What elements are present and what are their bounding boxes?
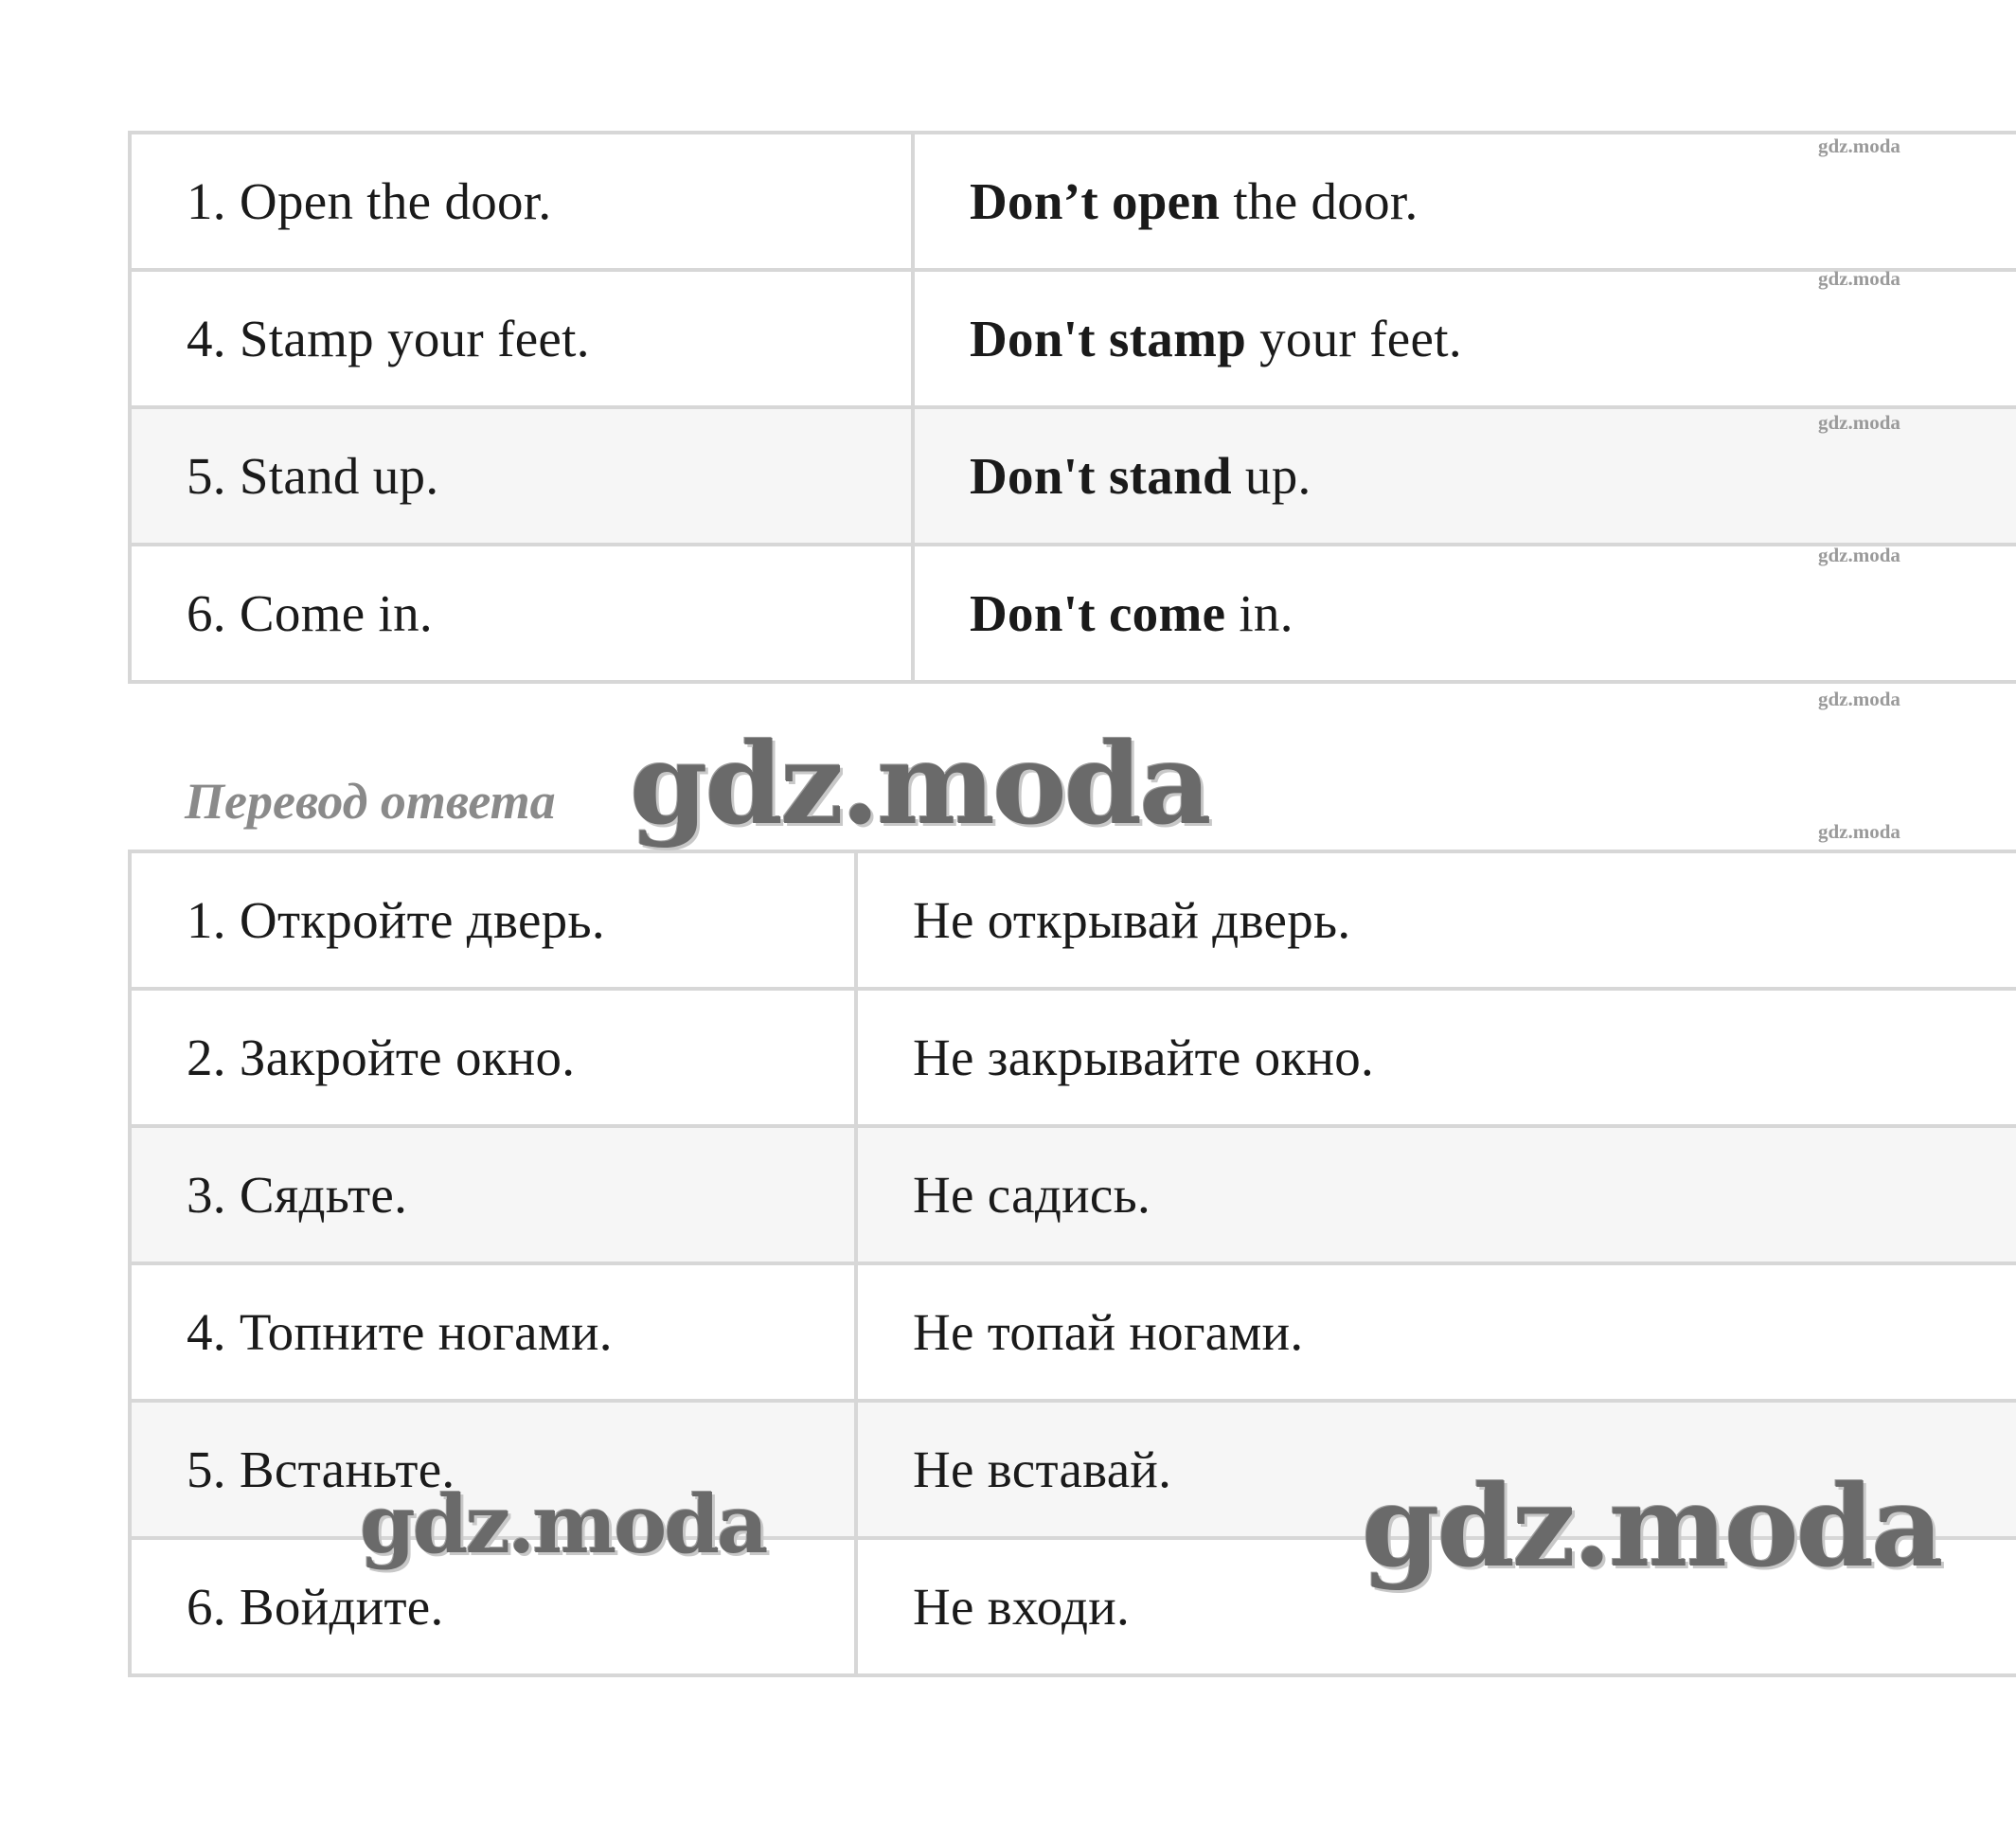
watermark-small: gdz.moda	[1818, 544, 1900, 566]
table-row	[132, 409, 2016, 546]
row-number: 5.	[187, 1440, 226, 1498]
command-text: Войдите.	[239, 1578, 444, 1636]
table-row	[132, 134, 2016, 272]
table-cell	[858, 853, 2016, 987]
negative-rest: up.	[1231, 447, 1311, 505]
table-cell	[132, 991, 858, 1124]
command-text: Сядьте.	[239, 1166, 408, 1224]
table-row	[132, 991, 2016, 1128]
negative-text: Не входи.	[913, 1578, 1131, 1636]
table-row	[132, 1265, 2016, 1403]
negative-text: Не вставай.	[913, 1440, 1172, 1498]
table-english	[128, 131, 2016, 684]
table-cell	[858, 991, 2016, 1124]
command-text: Come in.	[239, 584, 433, 642]
negative-rest: the door.	[1220, 172, 1418, 230]
row-number: 2.	[187, 1029, 226, 1086]
table-cell	[132, 1265, 858, 1399]
negative-text: Не топай ногами.	[913, 1303, 1304, 1361]
row-number: 3.	[187, 1166, 226, 1224]
table-cell	[132, 409, 915, 543]
table-row	[132, 272, 2016, 409]
command-text: Топните ногами.	[239, 1303, 613, 1361]
watermark-small: gdz.moda	[1818, 267, 1900, 290]
table-cell	[132, 546, 915, 680]
negative-bold: Don't stamp	[970, 310, 1247, 367]
command-text: Open the door.	[239, 172, 552, 230]
command-text: Stamp your feet.	[239, 310, 590, 367]
table-row	[132, 853, 2016, 991]
negative-bold: Don't come	[970, 584, 1226, 642]
table-cell	[132, 272, 915, 405]
watermark-large: gdz.moda	[630, 718, 1209, 850]
command-text: Закройте окно.	[239, 1029, 576, 1086]
watermark-small: gdz.moda	[1818, 411, 1900, 434]
row-number: 4.	[187, 310, 226, 367]
section-heading: Перевод ответа	[185, 773, 556, 830]
negative-text: Не закрывайте окно.	[913, 1029, 1375, 1086]
row-number: 1.	[187, 172, 226, 230]
table-cell	[132, 1128, 858, 1261]
table-cell	[858, 1128, 2016, 1261]
negative-rest: in.	[1225, 584, 1293, 642]
watermark-large: gdz.moda	[1362, 1460, 1941, 1592]
table-row	[132, 1128, 2016, 1265]
row-number: 6.	[187, 584, 226, 642]
table-cell	[915, 272, 2016, 405]
watermark-small: gdz.moda	[1818, 820, 1900, 843]
table-cell	[858, 1265, 2016, 1399]
negative-text: Не садись.	[913, 1166, 1151, 1224]
command-text: Встаньте.	[239, 1440, 455, 1498]
negative-rest: your feet.	[1246, 310, 1462, 367]
row-number: 5.	[187, 447, 226, 505]
table-cell	[132, 134, 915, 268]
table-cell	[132, 853, 858, 987]
watermark-large: gdz.moda	[360, 1477, 766, 1571]
negative-bold: Don't stand	[970, 447, 1232, 505]
command-text: Откройте дверь.	[239, 891, 605, 949]
table-row	[132, 546, 2016, 684]
watermark-small: gdz.moda	[1818, 688, 1900, 710]
row-number: 4.	[187, 1303, 226, 1361]
negative-text: Не открывай дверь.	[913, 891, 1351, 949]
watermark-small: gdz.moda	[1818, 134, 1900, 157]
row-number: 6.	[187, 1578, 226, 1636]
row-number: 1.	[187, 891, 226, 949]
command-text: Stand up.	[239, 447, 439, 505]
negative-bold: Don’t open	[970, 172, 1221, 230]
